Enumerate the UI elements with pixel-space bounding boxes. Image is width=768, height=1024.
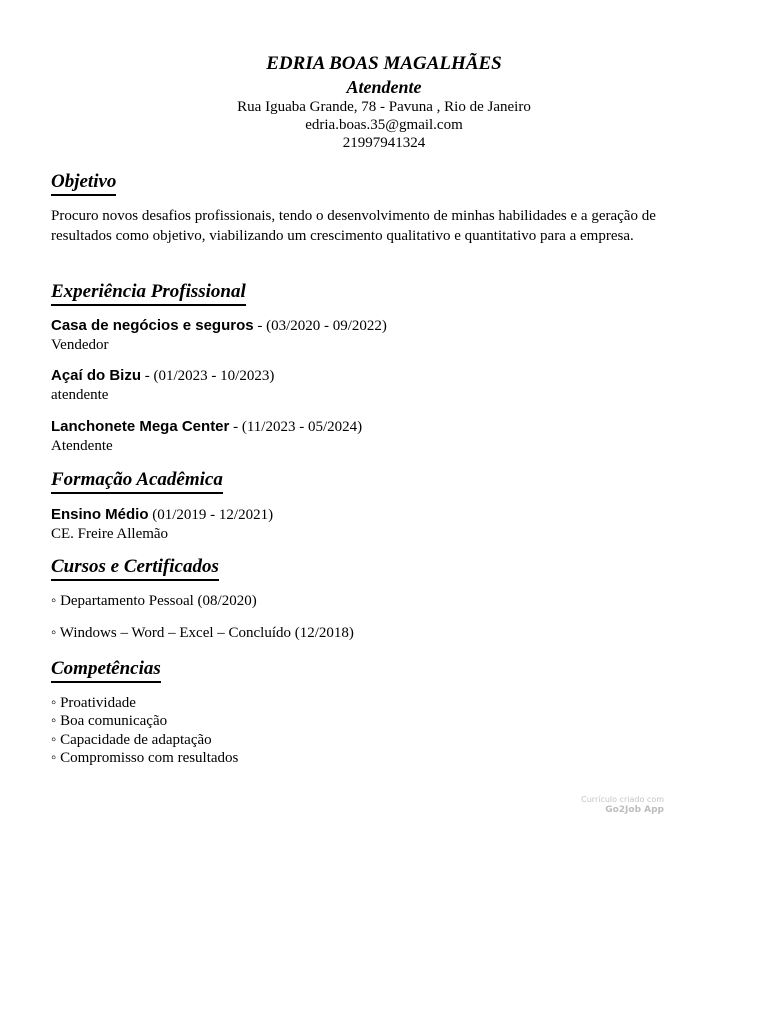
experience-item [51,417,362,456]
job-position: atendente [51,387,109,403]
objective-text: Procuro novos desafios profissionais, tendo o desenvolvimento de minhas habilidades e a geração de resultados como objetivo, viabilizando um crescimento qualitativo e quantitativo para a empresa. [51,208,656,244]
school-name: CE. Freire Allemão [51,526,169,542]
education-item [51,505,273,544]
skills-heading: Competências [51,658,161,683]
watermark-brand: Go2Job App [605,805,664,815]
watermark-caption: Currículo criado com [581,795,664,804]
course-item: ◦ Windows – Word – Excel – Concluído (12/2018) [51,625,354,641]
candidate-name: EDRIA BOAS MAGALHÃES [266,53,502,74]
candidate-role: Atendente [346,77,422,97]
experience-period: - (11/2023 - 05/2024) [229,419,363,435]
company-name: Lanchonete Mega Center [51,418,230,435]
experience-item [51,366,274,405]
course-item: ◦ Departamento Pessoal (08/2020) [51,593,257,609]
job-position: Atendente [51,438,113,454]
resume-header [0,52,768,152]
education-item-header [51,505,273,525]
skill-item: ◦ Proatividade [51,695,136,711]
experience-item-header [51,417,362,437]
experience-period: - (01/2023 - 10/2023) [141,368,275,384]
courses-heading: Cursos e Certificados [51,556,219,581]
skill-item: ◦ Boa comunicação [51,713,168,729]
company-name: Casa de negócios e seguros [51,317,254,334]
education-heading: Formação Acadêmica [51,469,223,494]
job-position: Vendedor [51,337,109,353]
experience-heading: Experiência Profissional [51,281,246,306]
experience-item-header [51,366,274,386]
phone-text: 21997941324 [342,135,426,151]
objective-heading: Objetivo [51,171,116,196]
address-text: Rua Iguaba Grande, 78 - Pavuna , Rio de Janeiro [237,99,531,115]
experience-period: - (03/2020 - 09/2022) [253,318,387,334]
email-text: edria.boas.35@gmail.com [305,117,463,133]
company-name: Açaí do Bizu [51,367,142,384]
experience-item [51,316,387,355]
education-period: (01/2019 - 12/2021) [148,507,274,523]
course-name: Ensino Médio [51,506,149,523]
experience-item-header [51,316,387,336]
skill-item: ◦ Capacidade de adaptação [51,732,212,748]
app-watermark [581,795,664,815]
skill-item: ◦ Compromisso com resultados [51,750,239,766]
